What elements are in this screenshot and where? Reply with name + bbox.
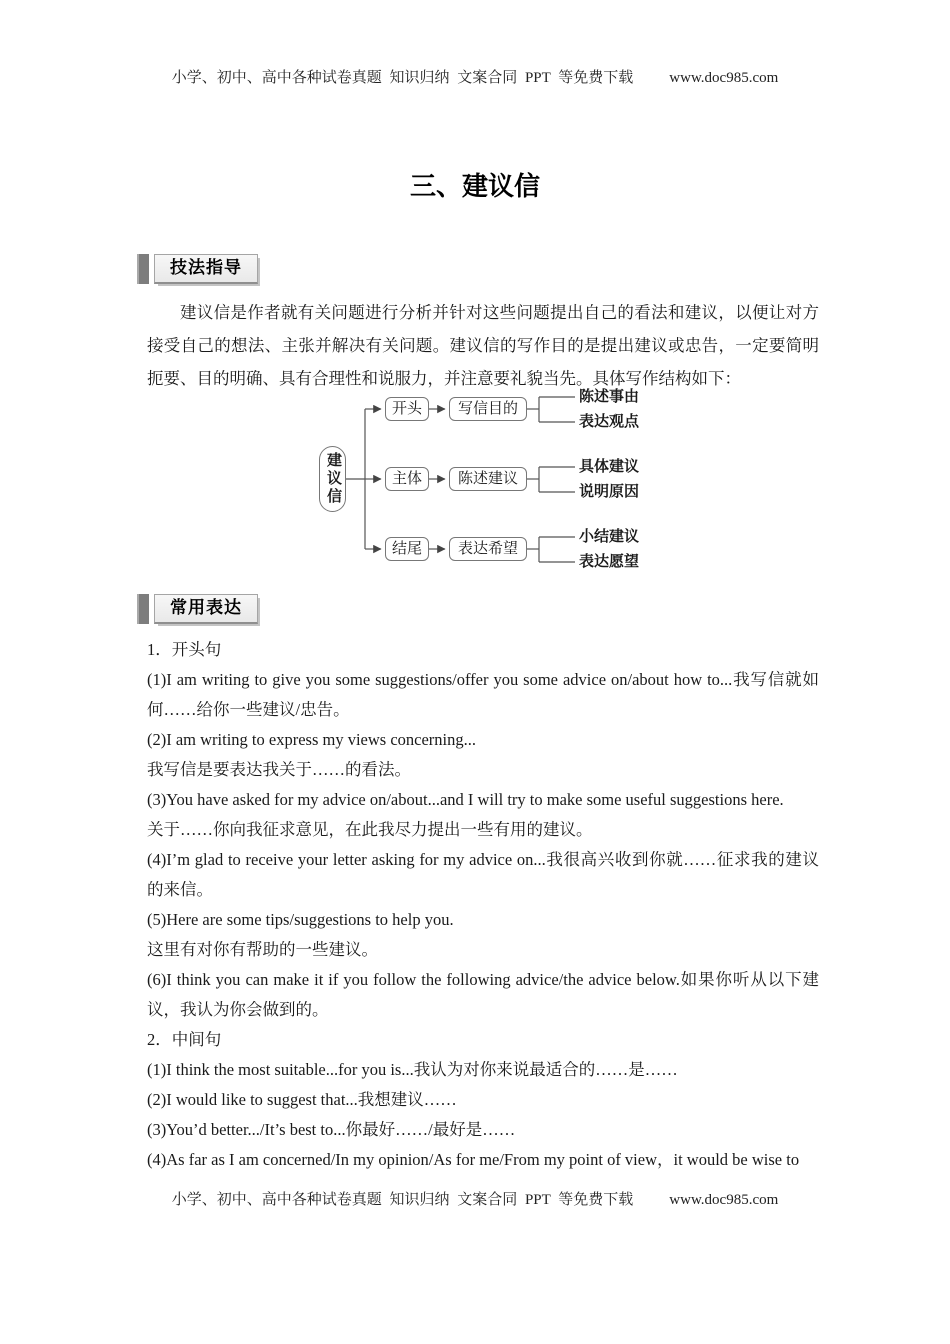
- diagram-root-node: 建议信: [319, 446, 346, 512]
- diagram-action-hope: 表达希望: [449, 537, 527, 561]
- diagram-leaf: 表达愿望: [579, 554, 640, 570]
- diagram-leaf: 陈述事由: [579, 389, 640, 405]
- expression-list: [147, 635, 819, 1175]
- expression-line: (6)I think you can make it if you follow the following advice/the advice below.如果你听从以下建议，我认为你会做到的。: [147, 970, 819, 1019]
- page-footer: [0, 1188, 950, 1209]
- section-badge-technique: [137, 254, 819, 284]
- expression-line: (2)I am writing to express my views concerning...: [147, 730, 477, 749]
- section-badge-label: 技法指导: [154, 254, 258, 284]
- footer-site-url: www.doc985.com: [669, 1192, 779, 1208]
- diagram-stage-ending: 结尾: [385, 537, 429, 561]
- badge-bar-icon: [137, 254, 149, 284]
- diagram-stage-body: 主体: [385, 467, 429, 491]
- expression-line: (4)As far as I am concerned/In my opinion/As for me/From my point of view，it would be wise to: [147, 1150, 800, 1169]
- expression-line: (1)I think the most suitable...for you is...我认为对你来说最适合的……是……: [147, 1060, 678, 1079]
- section-badge-label: 常用表达: [154, 594, 258, 624]
- expression-line: 这里有对你有帮助的一些建议。: [147, 940, 378, 959]
- page-header: [0, 0, 950, 87]
- header-slogan: 小学、初中、高中各种试卷真题 知识归纳 文案合同 PPT 等免费下载: [171, 70, 634, 86]
- expression-line: 1．开头句: [147, 640, 222, 659]
- diagram-action-purpose: 写信目的: [449, 397, 527, 421]
- expression-line: 关于……你向我征求意见，在此我尽力提出一些有用的建议。: [147, 820, 593, 839]
- expression-line: 2．中间句: [147, 1030, 222, 1049]
- footer-slogan: 小学、初中、高中各种试卷真题 知识归纳 文案合同 PPT 等免费下载: [171, 1192, 634, 1208]
- section-badge-expressions: [137, 594, 819, 624]
- expression-line: (2)I would like to suggest that...我想建议……: [147, 1090, 457, 1109]
- diagram-leaf: 具体建议: [579, 459, 640, 475]
- document-body: [147, 254, 819, 1175]
- badge-bar-icon: [137, 594, 149, 624]
- structure-diagram: [319, 391, 651, 581]
- expression-line: (1)I am writing to give you some suggestions/offer you some advice on/about how to...我写信就如何……给你一些建议/忠告。: [147, 670, 819, 719]
- expression-line: (4)I’m glad to receive your letter asking for my advice on...我很高兴收到你就……征求我的建议的来信。: [147, 850, 819, 899]
- expression-line: (3)You have asked for my advice on/about...and I will try to make some useful suggestions here.: [147, 790, 784, 809]
- header-site-url: www.doc985.com: [669, 70, 779, 86]
- diagram-leaf: 小结建议: [579, 529, 640, 545]
- intro-paragraph: 建议信是作者就有关问题进行分析并针对这些问题提出自己的看法和建议，以便让对方接受自己的想法、主张并解决有关问题。建议信的写作目的是提出建议或忠告，一定要简明扼要、目的明确、具有合理性和说服力，并注意要礼貌当先。具体写作结构如下：: [147, 303, 819, 388]
- expression-line: (5)Here are some tips/suggestions to help you.: [147, 910, 454, 929]
- diagram-leaf: 说明原因: [579, 484, 640, 500]
- expression-line: 我写信是要表达我关于……的看法。: [147, 760, 411, 779]
- diagram-leaf: 表达观点: [579, 414, 640, 430]
- diagram-stage-opening: 开头: [385, 397, 429, 421]
- diagram-action-suggest: 陈述建议: [449, 467, 527, 491]
- expression-line: (3)You’d better.../It’s best to...你最好……/最好是……: [147, 1120, 516, 1139]
- page-title: 三、建议信: [409, 171, 540, 201]
